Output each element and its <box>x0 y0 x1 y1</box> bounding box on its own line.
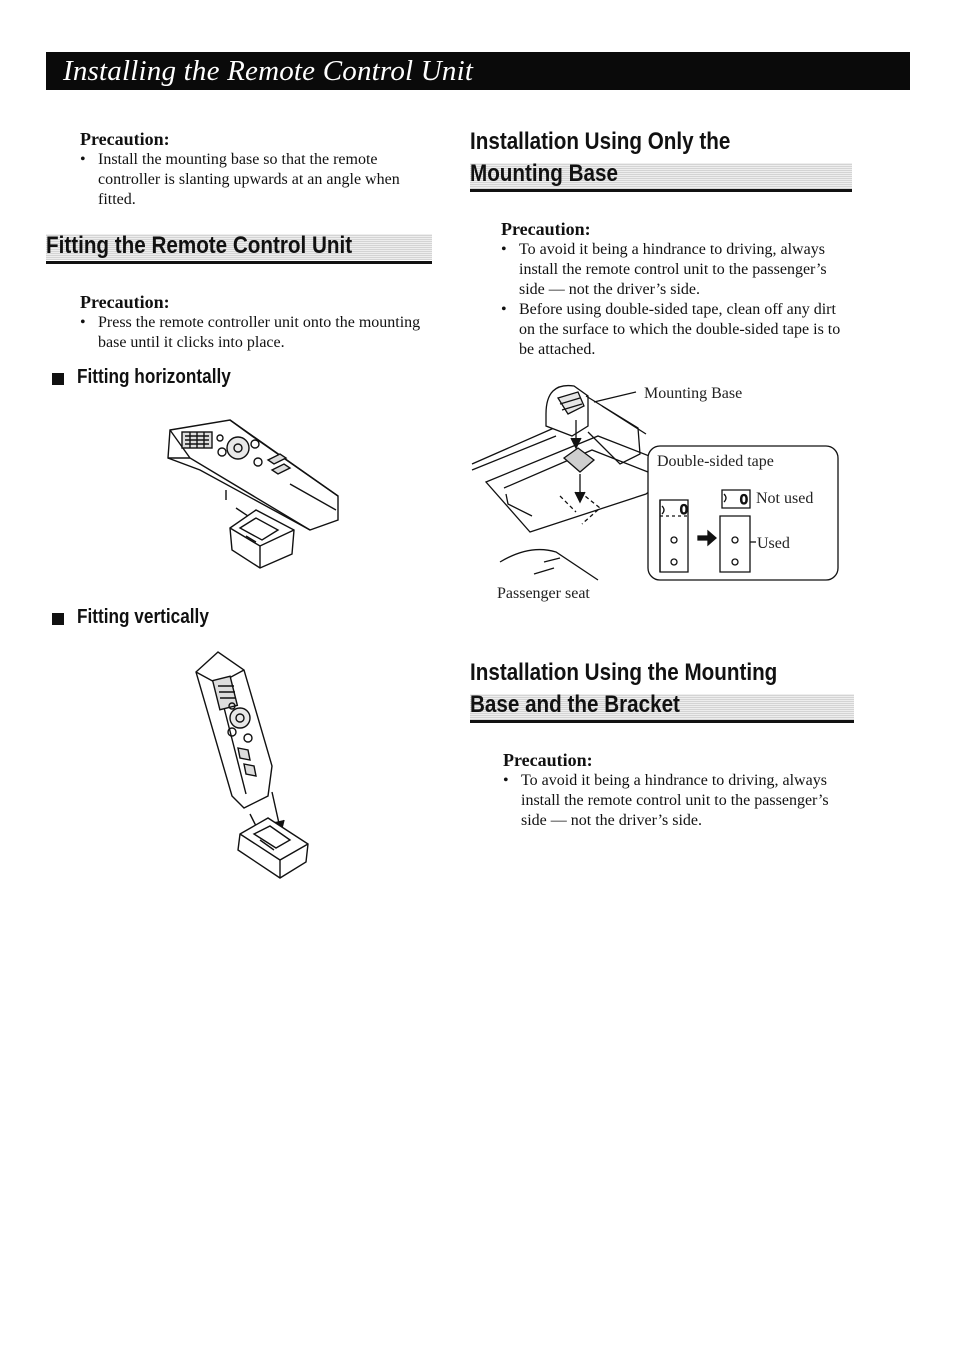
label-passenger-seat: Passenger seat <box>497 585 590 602</box>
mounting-base-precaution-list <box>501 240 851 360</box>
bracket-precaution-label: Precaution: <box>503 750 593 770</box>
square-bullet-icon <box>52 613 64 625</box>
intro-precaution-list <box>80 150 425 210</box>
intro-precaution-label: Precaution: <box>80 129 170 149</box>
fitting-heading-rule <box>46 261 432 264</box>
mounting-base-diagram <box>470 376 850 608</box>
mounting-base-heading-line1: Installation Using Only the <box>470 128 731 155</box>
bracket-heading-rule <box>470 720 854 723</box>
list-item: • Install the mounting base so that the remote controller is slanting upwards at an angle when fitted. <box>80 150 425 210</box>
list-item: • To avoid it being a hindrance to driving, always install the remote control unit to the passenger’s side — not the driver’s side. <box>501 240 851 300</box>
list-item: • Before using double-sided tape, clean off any dirt on the surface to which the double-sided tape is to be attached. <box>501 300 851 360</box>
list-item: • Press the remote controller unit onto the mounting base until it clicks into place. <box>80 313 425 353</box>
svg-text:0: 0 <box>740 491 748 507</box>
fitting-vertical-heading: Fitting vertically <box>77 606 209 628</box>
label-not-used: Not used <box>756 490 814 507</box>
page-title: Installing the Remote Control Unit <box>63 55 474 87</box>
fitting-precaution-label: Precaution: <box>80 292 170 312</box>
bracket-heading-line1: Installation Using the Mounting <box>470 659 778 686</box>
label-double-sided-tape: Double-sided tape <box>657 453 774 470</box>
fitting-heading: Fitting the Remote Control Unit <box>46 232 353 259</box>
remote-horizontal-illustration <box>160 418 350 570</box>
mounting-base-precaution-label: Precaution: <box>501 219 591 239</box>
remote-vertical-illustration <box>188 648 318 880</box>
mounting-base-heading-line2: Mounting Base <box>470 160 618 187</box>
fitting-precaution-list <box>80 313 425 353</box>
label-mounting-base: Mounting Base <box>644 385 743 402</box>
label-used: Used <box>757 535 790 552</box>
bracket-precaution-list <box>503 771 848 831</box>
fitting-horizontal-heading: Fitting horizontally <box>77 366 231 388</box>
page-title-bar <box>46 52 910 90</box>
square-bullet-icon <box>52 373 64 385</box>
svg-text:0: 0 <box>680 501 688 517</box>
list-item: • To avoid it being a hindrance to driving, always install the remote control unit to the passenger’s side — not the driver’s side. <box>503 771 848 831</box>
bracket-heading-line2: Base and the Bracket <box>470 691 680 718</box>
mounting-base-heading-rule <box>470 189 852 192</box>
